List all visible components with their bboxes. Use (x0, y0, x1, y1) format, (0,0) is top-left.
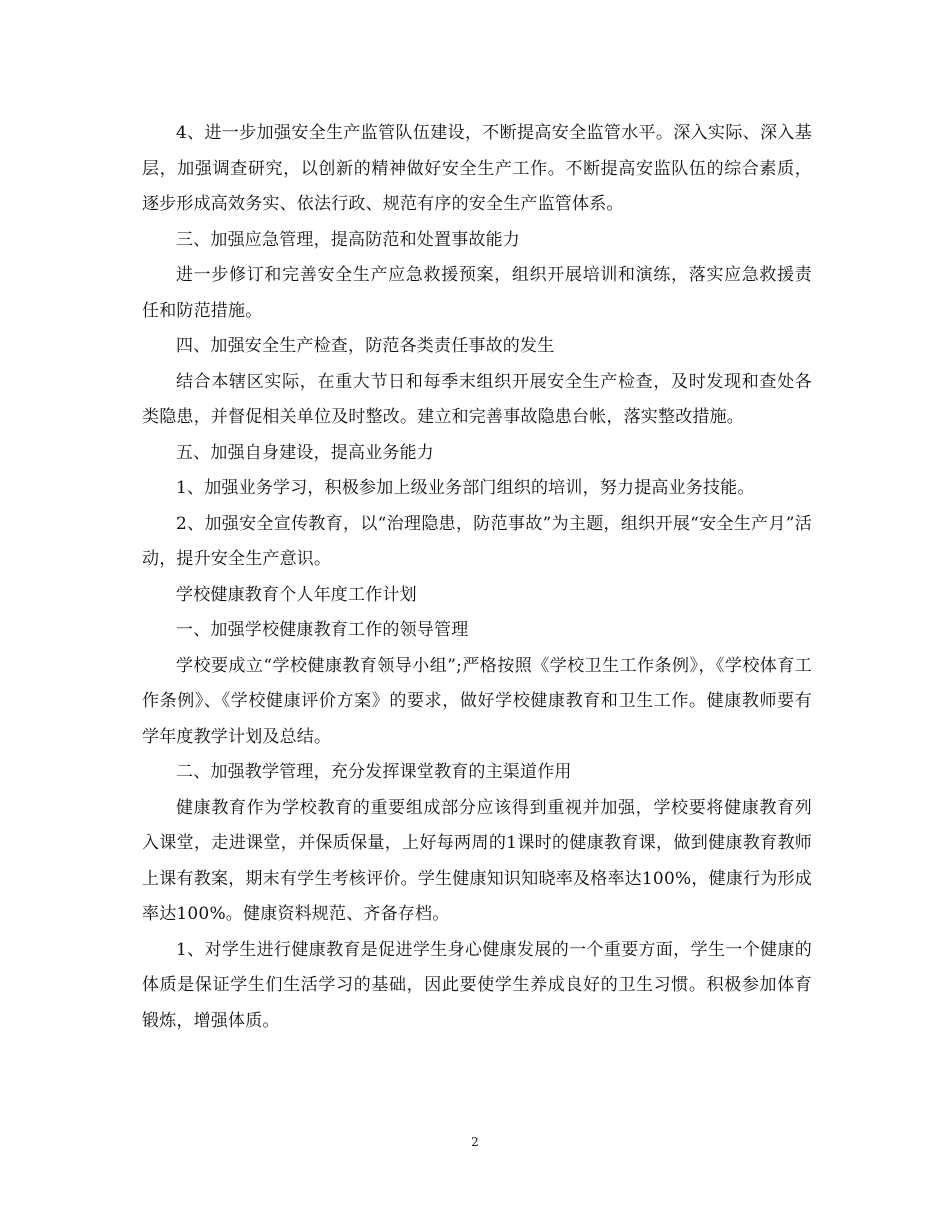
paragraph-emergency-plan: 进一步修订和完善安全生产应急救援预案，组织开展培训和演练，落实应急救援责任和防范措施。 (142, 265, 812, 321)
heading-leadership-management: 一、加强学校健康教育工作的领导管理 (176, 620, 469, 640)
document-body (142, 116, 812, 1039)
heading-emergency-management: 三、加强应急管理，提高防范和处置事故能力 (176, 229, 520, 250)
paragraph-supervision-team: 4、进一步加强安全生产监管队伍建设，不断提高安全监管水平。深入实际、深入基层，加强调查研究，以创新的精神做好安全生产工作。不断提高安监队伍的综合素质，逐步形成高效务实、依法行政、规范有序的安全生产监管体系。 (142, 123, 812, 214)
paragraph-inspection-details: 结合本辖区实际，在重大节日和每季末组织开展安全生产检查，及时发现和查处各类隐患，并督促相关单位及时整改。建立和完善事故隐患台帐，落实整改措施。 (142, 371, 812, 427)
paragraph-student-health: 1、对学生进行健康教育是促进学生身心健康发展的一个重要方面，学生一个健康的体质是保证学生们生活学习的基础，因此要使学生养成良好的卫生习惯。积极参加体育锻炼，增强体质。 (142, 939, 812, 1031)
heading-safety-inspection: 四、加强安全生产检查，防范各类责任事故的发生 (176, 336, 555, 356)
paragraph-business-study: 1、加强业务学习，积极参加上级业务部门组织的培训，努力提高业务技能。 (176, 478, 755, 498)
heading-teaching-management: 二、加强教学管理，充分发挥课堂教育的主渠道作用 (176, 762, 572, 782)
paragraph-leadership-group: 学校要成立“学校健康教育领导小组”;严格按照《学校卫生工作条例》，《学校体育工作条例》、《学校健康评价方案》的要求，做好学校健康教育和卫生工作。健康教师要有学年度教学计划及总结。 (142, 655, 812, 747)
section-title-health-plan: 学校健康教育个人年度工作计划 (176, 584, 417, 605)
paragraph-health-classes: 健康教育作为学校教育的重要组成部分应该得到重视并加强，学校要将健康教育列入课堂，走进课堂，并保质保量，上好每两周的1课时的健康教育课，做到健康教育教师上课有教案，期末有学生考核评价。学生健康知识知晓率及格率达100%，健康行为形成率达100%。健康资料规范、齐备存档。 (142, 797, 812, 924)
heading-self-building: 五、加强自身建设，提高业务能力 (176, 442, 434, 463)
paragraph-safety-publicity: 2、加强安全宣传教育，以“治理隐患，防范事故”为主题，组织开展“安全生产月”活动，提升安全生产意识。 (142, 513, 812, 569)
page-number: 2 (471, 1135, 479, 1149)
